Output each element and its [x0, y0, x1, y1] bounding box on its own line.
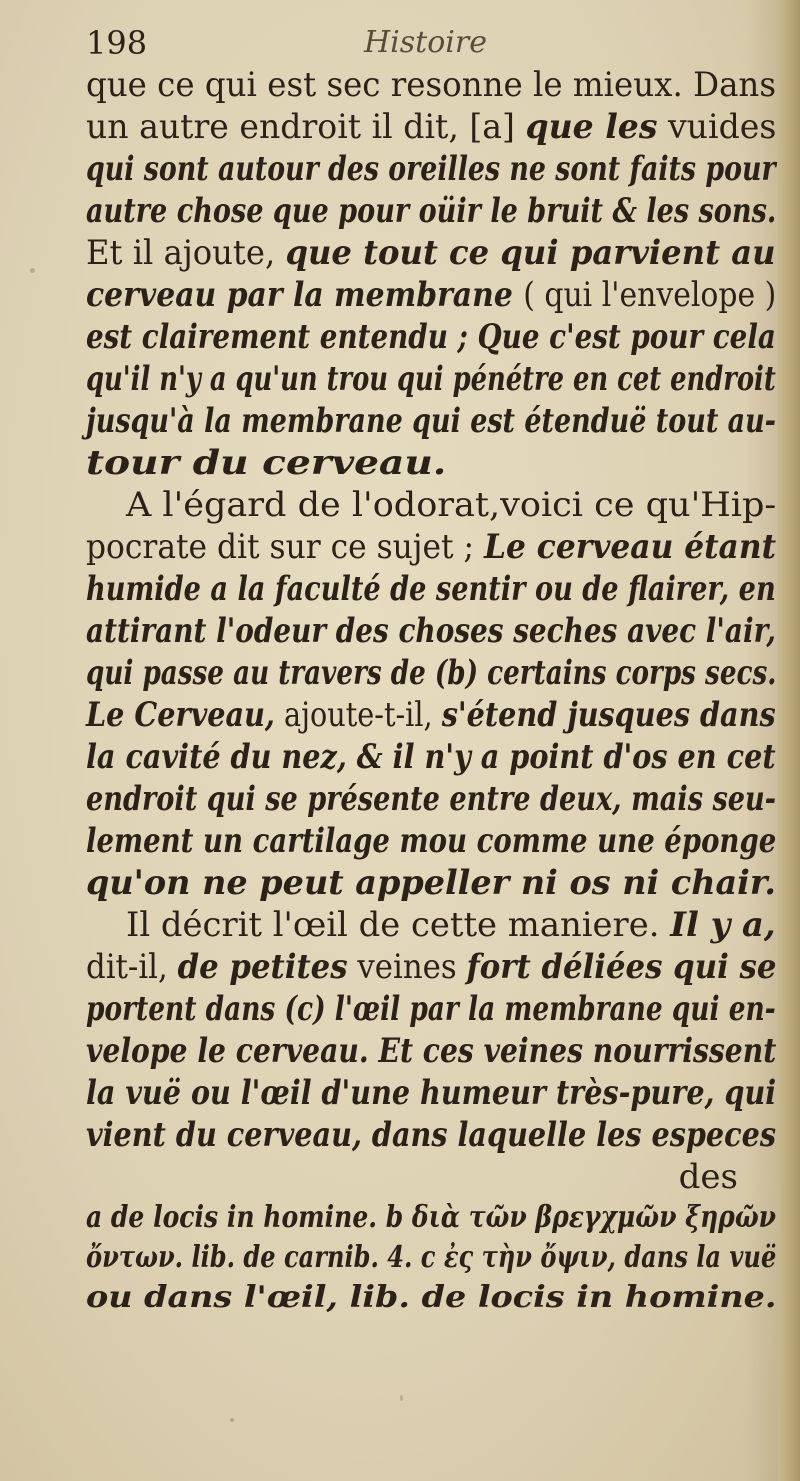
text-line [86, 64, 776, 106]
line-fit-wrapper [86, 526, 776, 568]
text-line [86, 694, 776, 736]
roman-span: veines [347, 947, 467, 987]
line-fit-wrapper: ὄντων. lib. de carnib. 4. c ἐς τὴν ὄψιν, dans la vuë [86, 1240, 777, 1275]
line-fit-wrapper [86, 1114, 776, 1156]
italic-span: Le Cerveau, [86, 695, 275, 735]
text-line [86, 148, 776, 190]
italic-span: que les [525, 107, 658, 147]
italic-span: est clairement entendu ; Que c'est pour cela [86, 317, 776, 357]
roman-span: Et il ajoute, [86, 233, 286, 273]
text-line [86, 190, 776, 232]
text-line [86, 1030, 776, 1072]
roman-span: vuides [657, 107, 777, 147]
text-line [86, 610, 776, 652]
italic-span: Le cerveau étant [484, 527, 777, 567]
page-header [86, 22, 776, 64]
line-fit-wrapper [86, 862, 776, 904]
line-fit-wrapper [86, 232, 776, 274]
page-number: 198 [86, 24, 148, 62]
roman-span: que ce qui est sec resonne le mieux. Dans [86, 65, 776, 105]
paper-speck [230, 1418, 234, 1422]
roman-span: un autre endroit il dit, [a] [86, 107, 526, 147]
line-fit-wrapper [86, 148, 776, 190]
footnote-line [86, 1238, 776, 1278]
italic-span: attirant l'odeur des choses seches avec l'air, [86, 611, 776, 651]
italic-span: humide a la faculté de sentir ou de flairer, en [86, 569, 776, 609]
roman-span: pocrate dit sur ce sujet ; [86, 527, 485, 567]
line-fit-wrapper [86, 358, 776, 400]
italic-span: cerveau par la membrane [86, 275, 524, 315]
text-line [86, 106, 776, 148]
text-line [86, 736, 776, 778]
body-text [86, 64, 776, 1156]
line-fit-wrapper [86, 64, 776, 106]
text-line [86, 526, 776, 568]
line-fit-wrapper [86, 694, 776, 736]
page-gutter-edge [778, 0, 800, 1481]
line-fit-wrapper [126, 904, 776, 946]
line-fit-wrapper [86, 1030, 776, 1072]
line-fit-wrapper [86, 400, 776, 442]
line-fit-wrapper [86, 988, 776, 1030]
catchword: des [678, 1157, 738, 1197]
text-line [86, 400, 776, 442]
italic-span: qui sont autour des oreilles ne sont faits pour [86, 149, 776, 189]
italic-span: de petites [177, 947, 348, 987]
roman-span: Il décrit l'œil de cette maniere. [126, 905, 671, 945]
page-text [86, 22, 776, 1318]
roman-span: ajoute-t-il, [274, 695, 442, 735]
italic-span: lement un cartilage mou comme une éponge [86, 821, 777, 861]
roman-span: A l'égard de l'odorat,voici ce qu'Hip- [126, 485, 777, 525]
italic-span: jusqu'à la membrane qui est étenduë tout au- [86, 401, 776, 441]
text-line [86, 358, 776, 400]
line-fit-wrapper [86, 1072, 776, 1114]
line-fit-wrapper [86, 652, 776, 694]
italic-span: qu'on ne peut appeller ni os ni chair. [86, 863, 777, 903]
text-line [86, 442, 776, 484]
italic-span: tour du cerveau. [86, 443, 447, 483]
running-head: Histoire [364, 25, 487, 60]
italic-span: qui passe au travers de (b) certains corps secs. [86, 653, 777, 693]
line-fit-wrapper [86, 106, 776, 148]
text-line [86, 1114, 776, 1156]
roman-span: dit-il, [86, 947, 178, 987]
italic-span: Il y a, [670, 905, 776, 945]
line-fit-wrapper [86, 568, 776, 610]
italic-span: que tout ce qui parvient au [285, 233, 776, 273]
text-line [86, 862, 776, 904]
italic-span: vient du cerveau, dans laquelle les especes [86, 1115, 777, 1155]
text-line [86, 274, 776, 316]
italic-span: la vuë ou l'œil d'une humeur très-pure, qui [86, 1073, 777, 1113]
line-fit-wrapper [86, 274, 776, 316]
line-fit-wrapper: a de locis in homine. b διὰ τῶν βρεγχμῶν ξηρῶν [86, 1200, 777, 1235]
paper-speck [400, 1395, 403, 1401]
text-line [86, 568, 776, 610]
line-fit-wrapper [86, 778, 776, 820]
italic-span: endroit qui se présente entre deux, mais seu- [86, 779, 777, 819]
line-fit-wrapper: ou dans l'œil, lib. de locis in homine. [86, 1280, 777, 1315]
text-line [86, 988, 776, 1030]
italic-span: velope le cerveau. Et ces veines nourrissent [86, 1031, 777, 1071]
paper-speck [30, 268, 35, 273]
footnote-line [86, 1198, 776, 1238]
italic-span: la cavité du nez, & il n'y a point d'os en cet [86, 737, 776, 777]
line-fit-wrapper [126, 484, 776, 526]
italic-span: portent dans (c) l'œil par la membrane qui en- [86, 989, 776, 1029]
line-fit-wrapper [86, 946, 776, 988]
italic-span: qu'il n'y a qu'un trou qui pénétre en cet endroit [86, 359, 776, 399]
italic-span: autre chose que pour oüir le bruit & les sons. [86, 191, 777, 231]
line-fit-wrapper [86, 820, 776, 862]
line-fit-wrapper [86, 736, 776, 778]
text-line [86, 904, 776, 946]
footnote-line [86, 1278, 776, 1318]
line-fit-wrapper [86, 190, 776, 232]
italic-span: s'étend jusques dans [441, 695, 776, 735]
text-line [86, 820, 776, 862]
roman-span: ( qui l'envelope ) [523, 275, 777, 315]
text-line [86, 778, 776, 820]
text-line [86, 484, 776, 526]
text-line [86, 232, 776, 274]
text-line [86, 946, 776, 988]
line-fit-wrapper [86, 442, 446, 484]
text-line [86, 652, 776, 694]
text-line [86, 1072, 776, 1114]
italic-span: fort déliées qui se [466, 947, 777, 987]
text-line [86, 316, 776, 358]
line-fit-wrapper [86, 610, 776, 652]
line-fit-wrapper [86, 316, 776, 358]
footnotes [86, 1198, 776, 1318]
